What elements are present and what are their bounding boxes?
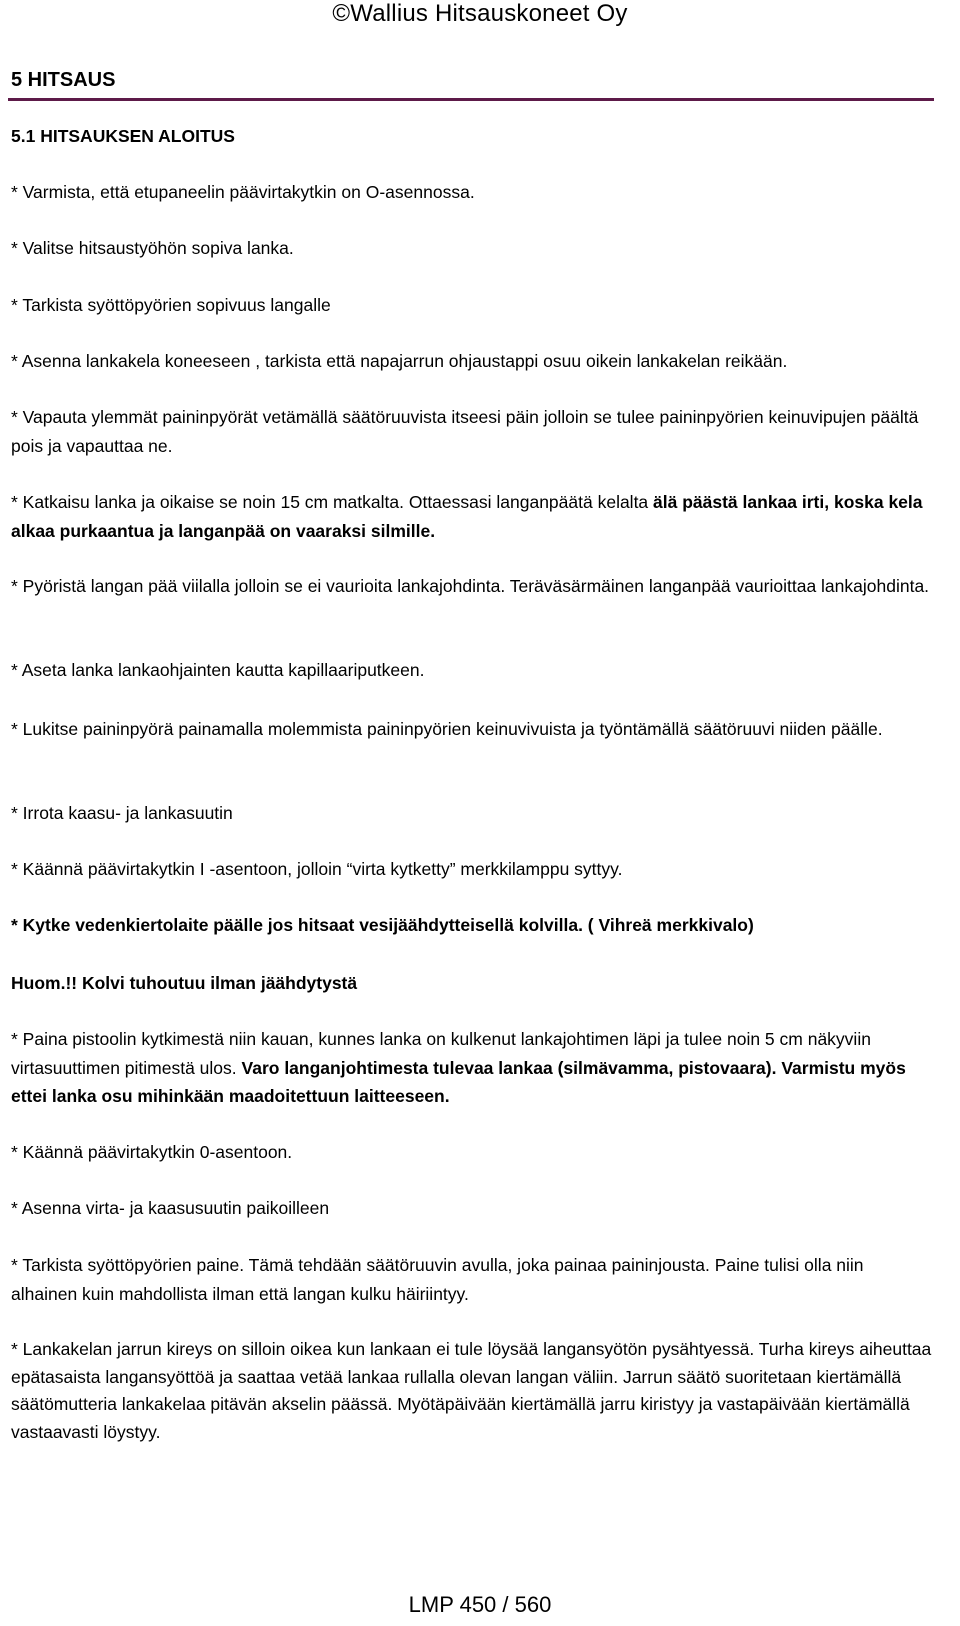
instruction-item: * Tarkista syöttöpyörien sopivuus langalle xyxy=(11,295,331,315)
instruction-item: * Varmista, että etupaneelin päävirtakytkin on O-asennossa. xyxy=(11,182,475,202)
instruction-text: * Paina pistoolin kytkimestä niin kauan, kunnes lanka on kulkenut lankajohtimen läpi ja tulee noin 5 cm näkyviin virtasuuttimen pitimestä ulos. xyxy=(11,1029,871,1078)
instruction-item: * Käännä päävirtakytkin 0-asentoon. xyxy=(11,1142,293,1162)
instruction-item: * Käännä päävirtakytkin I -asentoon, jolloin “virta kytketty” merkkilamppu syttyy. xyxy=(11,859,623,879)
instruction-text: * Katkaisu lanka ja oikaise se noin 15 cm matkalta. Ottaessasi langanpäätä kelalta xyxy=(11,492,654,512)
warning-text: älä päästä lankaa irti, koska kela alkaa purkaantua ja langanpää on vaaraksi silmille. xyxy=(11,492,923,541)
warning-note: Huom.!! Kolvi tuhoutuu ilman jäähdytystä xyxy=(11,973,358,993)
section-title: 5 HITSAUS xyxy=(11,69,116,91)
instruction-item: * Asenna lankakela koneeseen , tarkista että napajarrun ohjaustappi osuu oikein lankakelan reikään. xyxy=(11,351,788,371)
instruction-item: * Tarkista syöttöpyörien paine. Tämä tehdään säätöruuvin avulla, joka painaa paininjousta. Paine tulisi olla niin alhainen kuin mahdollista ilman että langan kulku häiriintyy. xyxy=(11,1255,864,1304)
instruction-item: * Asenna virta- ja kaasusuutin paikoilleen xyxy=(11,1198,330,1218)
instruction-item: * Irrota kaasu- ja lankasuutin xyxy=(11,803,233,823)
subsection-title: 5.1 HITSAUKSEN ALOITUS xyxy=(11,126,235,146)
instruction-item: * Valitse hitsaustyöhön sopiva lanka. xyxy=(11,238,294,258)
warning-item: * Kytke vedenkiertolaite päälle jos hitsaat vesijäähdytteisellä kolvilla. ( Vihreä merkkivalo) xyxy=(11,915,754,935)
instruction-item: * Vapauta ylemmät paininpyörät vetämällä säätöruuvista itseesi päin jolloin se tulee paininpyörien keinuvipujen päältä pois ja vapauttaa ne. xyxy=(11,407,919,456)
warning-text: Varo langanjohtimesta tulevaa lankaa (silmävamma, pistovaara). Varmistu myös ettei lanka osu mihinkään maadoitettuun laitteeseen. xyxy=(11,1057,906,1106)
instruction-item: * Pyöristä langan pää viilalla jolloin se ei vaurioita lankajohdinta. Teräväsärmäinen langanpää vaurioittaa lankajohdinta. xyxy=(11,576,930,596)
page-footer: LMP 450 / 560 xyxy=(408,1592,552,1617)
instruction-item: * Lukitse paininpyörä painamalla molemmista paininpyörien keinuvivuista ja työntämällä säätöruuvi niiden päälle. xyxy=(11,719,883,739)
instruction-item xyxy=(11,488,933,545)
instruction-item xyxy=(11,1025,933,1111)
document-header: ©Wallius Hitsauskoneet Oy xyxy=(332,0,628,27)
section-divider xyxy=(8,98,934,101)
instruction-item: * Lankakelan jarrun kireys on silloin oikea kun lankaan ei tule löysää langansyötön pysähtyessä. Turha kireys aiheuttaa epätasaista langansyöttöä ja saattaa vetää lankaa rullalla olevan langan väliin. Jarrun säätö suoritetaan kiertämällä säätömutteria lankakelaa pitävän akselin päässä. Myötäpäivään kiertämällä jarru kiristyy ja vastapäivään kiertämällä vastaavasti löystyy. xyxy=(11,1339,932,1442)
instruction-item: * Aseta lanka lankaohjainten kautta kapillaariputkeen. xyxy=(11,660,425,680)
